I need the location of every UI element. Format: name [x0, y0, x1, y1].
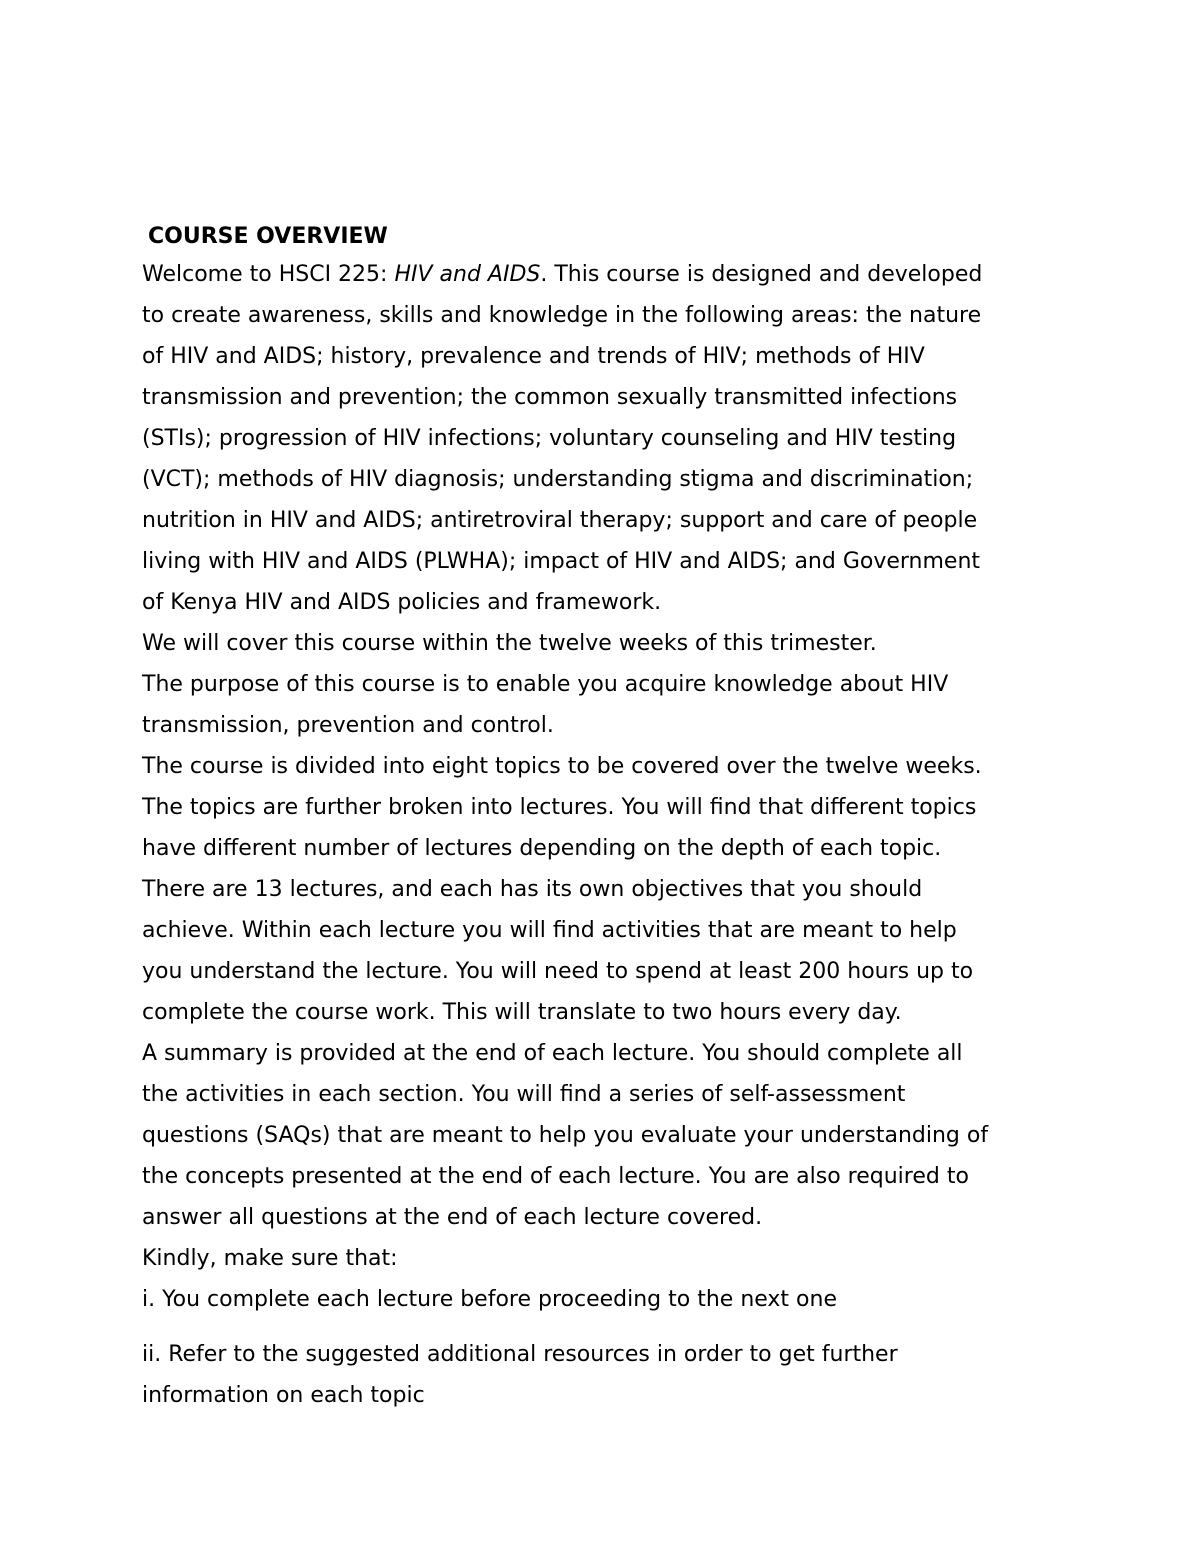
course-title-italic: HIV and AIDS — [394, 262, 541, 287]
intro-line: living with HIV and AIDS (PLWHA); impact of HIV and AIDS; and Government — [142, 549, 981, 574]
structure-line: There are 13 lectures, and each has its own objectives that you should — [142, 877, 923, 902]
structure-line: The course is divided into eight topics to be covered over the twelve weeks. — [142, 754, 982, 779]
structure-paragraph — [142, 746, 1062, 1033]
list-item-line: information on each topic — [142, 1383, 425, 1408]
summary-line: A summary is provided at the end of each lecture. You should complete all — [142, 1041, 963, 1066]
document-body — [142, 220, 1062, 1416]
intro-line: of Kenya HIV and AIDS policies and framework. — [142, 590, 662, 615]
structure-line: The topics are further broken into lectures. You will find that different topics — [142, 795, 977, 820]
structure-line: complete the course work. This will translate to two hours every day. — [142, 1000, 902, 1025]
kindly-line: Kindly, make sure that: — [142, 1246, 398, 1271]
summary-paragraph — [142, 1033, 1062, 1238]
list-item — [142, 1334, 1062, 1416]
intro-text: . This course is designed and developed — [540, 262, 983, 287]
duration-line: We will cover this course within the twelve weeks of this trimester. — [142, 631, 877, 656]
list-item-line: ii. Refer to the suggested additional resources in order to get further — [142, 1342, 898, 1367]
purpose-line: The purpose of this course is to enable you acquire knowledge about HIV — [142, 672, 949, 697]
duration-paragraph — [142, 623, 1062, 664]
intro-line: transmission and prevention; the common sexually transmitted infections — [142, 385, 958, 410]
structure-line: achieve. Within each lecture you will find activities that are meant to help — [142, 918, 957, 943]
intro-line: to create awareness, skills and knowledge in the following areas: the nature — [142, 303, 982, 328]
list-item-line: i. You complete each lecture before proceeding to the next one — [142, 1287, 837, 1312]
kindly-paragraph — [142, 1238, 1062, 1279]
structure-line: have different number of lectures depending on the depth of each topic. — [142, 836, 942, 861]
structure-line: you understand the lecture. You will need to spend at least 200 hours up to — [142, 959, 974, 984]
intro-line — [142, 254, 1062, 295]
intro-text: Welcome to HSCI 225: — [142, 262, 395, 287]
purpose-line: transmission, prevention and control. — [142, 713, 554, 738]
list-item — [142, 1279, 1062, 1320]
purpose-paragraph — [142, 664, 1062, 746]
intro-line: nutrition in HIV and AIDS; antiretroviral therapy; support and care of people — [142, 508, 978, 533]
summary-line: the concepts presented at the end of each lecture. You are also required to — [142, 1164, 969, 1189]
intro-paragraph — [142, 254, 1062, 623]
summary-line: questions (SAQs) that are meant to help you evaluate your understanding of — [142, 1123, 989, 1148]
page-title: COURSE OVERVIEW — [148, 224, 388, 249]
summary-line: the activities in each section. You will find a series of self-assessment — [142, 1082, 906, 1107]
intro-line: of HIV and AIDS; history, prevalence and trends of HIV; methods of HIV — [142, 344, 925, 369]
intro-line: (STIs); progression of HIV infections; voluntary counseling and HIV testing — [142, 426, 957, 451]
intro-line: (VCT); methods of HIV diagnosis; understanding stigma and discrimination; — [142, 467, 974, 492]
summary-line: answer all questions at the end of each lecture covered. — [142, 1205, 763, 1230]
